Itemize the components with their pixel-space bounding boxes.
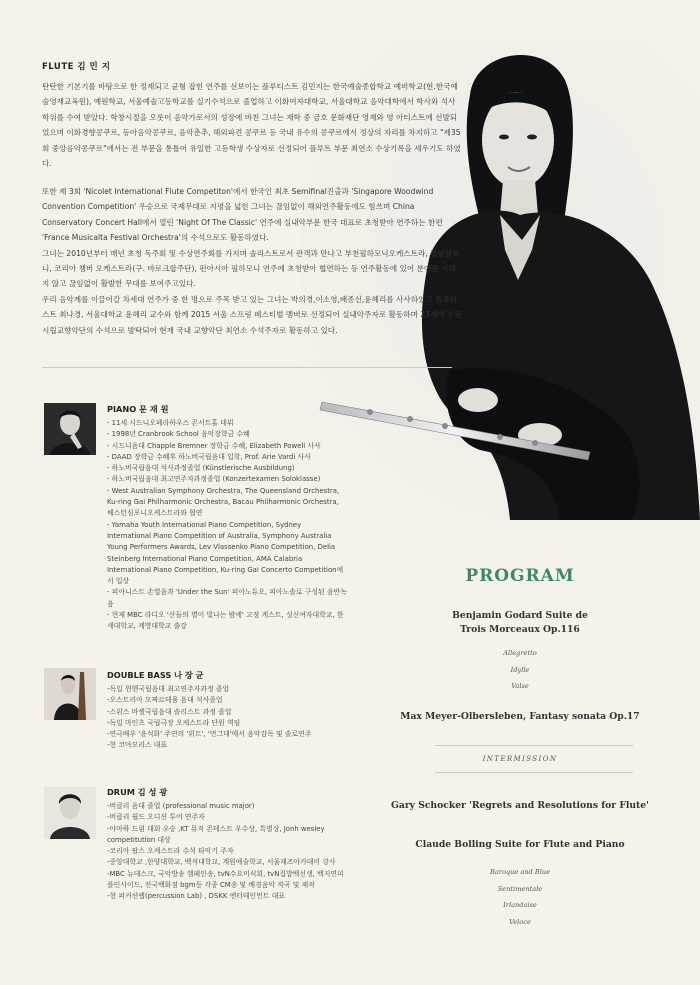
flute-title: FLUTE 김 민 지 [42, 62, 111, 72]
bio-list-item: -버클리 월드 오디션 투어 연주자 [107, 813, 205, 822]
bolling-title: Claude Bolling Suite for Flute and Piano [415, 839, 625, 850]
bolling-movements [370, 864, 670, 930]
flute-bio-paragraph-1 [42, 79, 462, 171]
movement: Baroque and Blue [490, 868, 550, 876]
godard-title [370, 609, 670, 637]
bio-text: 우리 음악계를 이끌어갈 차세대 연주가 중 한 명으로 주목 받고 있는 그녀는 박의경,이소영,배종선,윤혜리를 사사하였고 플루티스트 최나경, 서울대학교 윤혜리 교수와 함께 2015 서울 스프링 페스티벌 멤버로 선정되어 실내악주자로 활동하며 23세에 수원시립교향악단의 수석으로 발탁되어 현재 국내 교향악단 최연소 수석주자로 활동하고 있다. [42, 294, 462, 335]
schocker-title: Gary Schocker 'Regrets and Resolutions for Flute' [391, 800, 649, 811]
bio-list-item: - DAAD 장학금 수혜후 하노버국립음대 입학, Prof. Arie Vardi 사사 [107, 452, 311, 461]
section-divider [42, 367, 452, 368]
meyer-title: Max Meyer-Olbersleben, Fantasy sonata Op.17 [400, 711, 640, 722]
bio-list-item: -스위스 바젤국립음대 솔리스트 과정 졸업 [107, 707, 232, 716]
flute-bio-paragraph-2 [42, 184, 462, 338]
godard-movements [370, 645, 670, 695]
bio-list-item: -현 코아모리스 대표 [107, 741, 168, 750]
drum-bio-list [107, 801, 347, 903]
bio-list-item: - 시드니음대 Chapple Bremner 장학금 수혜, Elizabeth Powell 사사 [107, 441, 321, 450]
bio-list-item: -독일 마인츠 국립극장 오케스트라 단원 역임 [107, 718, 241, 727]
godard-title-line-2: Trois Morceaux Op.116 [460, 624, 580, 635]
double-bass-bio-list [107, 684, 347, 752]
bio-list-item: -현 퍼커션랩(percussion Lab) , DSKK 엔터테인먼트 대표 [107, 892, 286, 901]
bio-list-item: -독일 뮌헨국립음대 최고연주자과정 졸업 [107, 685, 230, 693]
bio-list-item: -MBC 뉴데스크, 국악방송 캠페인송, tvN수요미식회, tvN집밥백선생, 백지연피플인사이드, 전국백화점 bgm등 각종 CM송 및 배경음악 작곡 및 제작 [107, 869, 344, 890]
bio-list-item: - Yamaha Youth International Piano Competition, Sydney International Piano Competition of Australia, Symphony Australia Young Performers Awards, Lev Vlassenko Piano Competition, Delia Steinberg International Piano Competition, AMA Calabria International Piano Competition, Ku-ring Gai Concerto Competition에서 입상 [107, 520, 344, 586]
bio-list-item: - 하노버국립음대 석사과정졸업 (Künstlerische Ausbildung) [107, 464, 295, 473]
program-heading: PROGRAM [465, 566, 575, 586]
movement: Veloce [509, 917, 531, 926]
bio-list-item: - 현재 MBC 라디오 '산들의 별이 빛나는 밤에' 고정 게스트, 성신여자대학교, 한세대학교, 계명대학교 출강 [107, 611, 344, 631]
bio-text: 그녀는 2010년부터 매년 초청 독주회 및 수상연주회를 가지며 솔리스트로서 관객과 만나고 부천필하모닉오케스트라, 강남심포니, 코리아 챔버 오케스트라(구. 바로크합주단), 펀아시아 필하모니 연주에 초청받아 협연하는 등 연주활동에 있어 분야를 가리지 않고 끊임없이 활발한 무대를 보여주고있다. [42, 248, 460, 289]
bio-list-item: - 피아니스트 손열음과 'Under the Sun' 피아노듀오, 피아노솔로 구성된 음반녹음 [107, 588, 347, 608]
pianist-photo [44, 403, 96, 455]
double-bass-name: DOUBLE BASS 나 장 균 [107, 670, 204, 680]
movement: Valse [511, 682, 529, 690]
bio-list-item: -연극배우 '윤석화' 주연의 '위트', '먼그대'에서 음악감독 및 솔로연주 [107, 730, 312, 739]
bio-list-item: - 11세 시드니오페라하우스 콘서트홀 데뷔 [107, 419, 234, 427]
bio-list-item: - 하노버국립음대 최고연주자과정졸업 (Konzertexamen Soloklasse) [107, 475, 321, 484]
bio-list-item: -코리아 팝스 오케스트라 수석 타악기 주자 [107, 847, 234, 856]
bio-text: 또한 제 3회 'Nicolet International Flute Competiton'에서 한국인 최초 Semifinal진출과 'Singapore Woodwind Convention Competition' 우승으로 국제무대로 지평을 넓힌 그녀는 끊임없이 해외연주활동에도 힘쓰며 China Conservatory Concert Hall에서 열린 'Night Of The Classic' 연주에 실내악부문 한국 대표로 초청받아 연주하는 한편 'France Musicalta Festival Orchestra'의 수석으로도 활동하였다. [42, 187, 443, 243]
intermission-label: INTERMISSION [482, 755, 558, 763]
drum-name: DRUM 김 성 광 [107, 787, 168, 797]
piano-bio-list [107, 418, 347, 633]
bio-list-item: -오스트리아 모짜르테움 음대 석사졸업 [107, 696, 223, 705]
drummer-photo [44, 787, 96, 839]
movement: Idylle [510, 665, 530, 674]
movement: Irlandaise [503, 901, 537, 909]
bio-list-item: -야마하 드럼 대회 우승 ,KT 뮤직 콘테스트 우수상, 특별상, Jonh wesley competitution 대상 [107, 824, 325, 844]
bio-list-item: - West Australian Symphony Orchestra, The Queensland Orchestra, Ku-ring Gai Philharmonic Orchestra, Bacau Philharmonic Orchestra, 헤스턴심포니오케스트라와 협연 [107, 486, 340, 518]
bio-list-item: -버클리 음대 졸업 (professional music major) [107, 802, 255, 810]
bio-text: 탄탄한 기본기를 바탕으로 한 정제되고 균형 잡힌 연주를 선보이는 플루티스트 김민지는 한국예술종합학교 예비학교(현.한국예술영재교육원), 예원학교, 서울예술고등학교를 실기수석으로 졸업하고 이화여자대학교, 서울대학교 음악대학에서 학사와 석사학위를 수여 받았다. 학창시절을 오롯이 음악가로서의 성장에 바친 그녀는 재학 중 금호 문화재단 영재와 영 아티스트에 선발되었으며 이화경향콩쿠르, 동아음악콩쿠르, 음악춘추, 해외파견 콩쿠르 등 국내 유수의 콩쿠르에서 정상의 자리를 차지하고 "제35회 중앙음악콩쿠르"에서는 전 부문을 통틀어 유일한 고등학생 수상자로 선정되어 플루트 부문 최연소 수상기록을 세우기도 하였다. [42, 82, 461, 169]
movement: Sentimentale [497, 884, 543, 893]
bio-list-item: -중앙대학교 ,한양대학교, 백석대학교, 계원예술학교, 서울재즈아카데미 강사 [107, 858, 336, 867]
godard-title-line-1: Benjamin Godard Suite de [452, 610, 588, 621]
bassist-photo [44, 668, 96, 720]
movement: Allegretto [503, 649, 537, 657]
bio-list-item: - 1998년 Cranbrook School 음악장학금 수혜 [107, 430, 250, 439]
intermission-rule-top [435, 745, 633, 746]
piano-name: PIANO 문 재 원 [107, 404, 169, 414]
intermission-rule-bottom [435, 772, 633, 773]
